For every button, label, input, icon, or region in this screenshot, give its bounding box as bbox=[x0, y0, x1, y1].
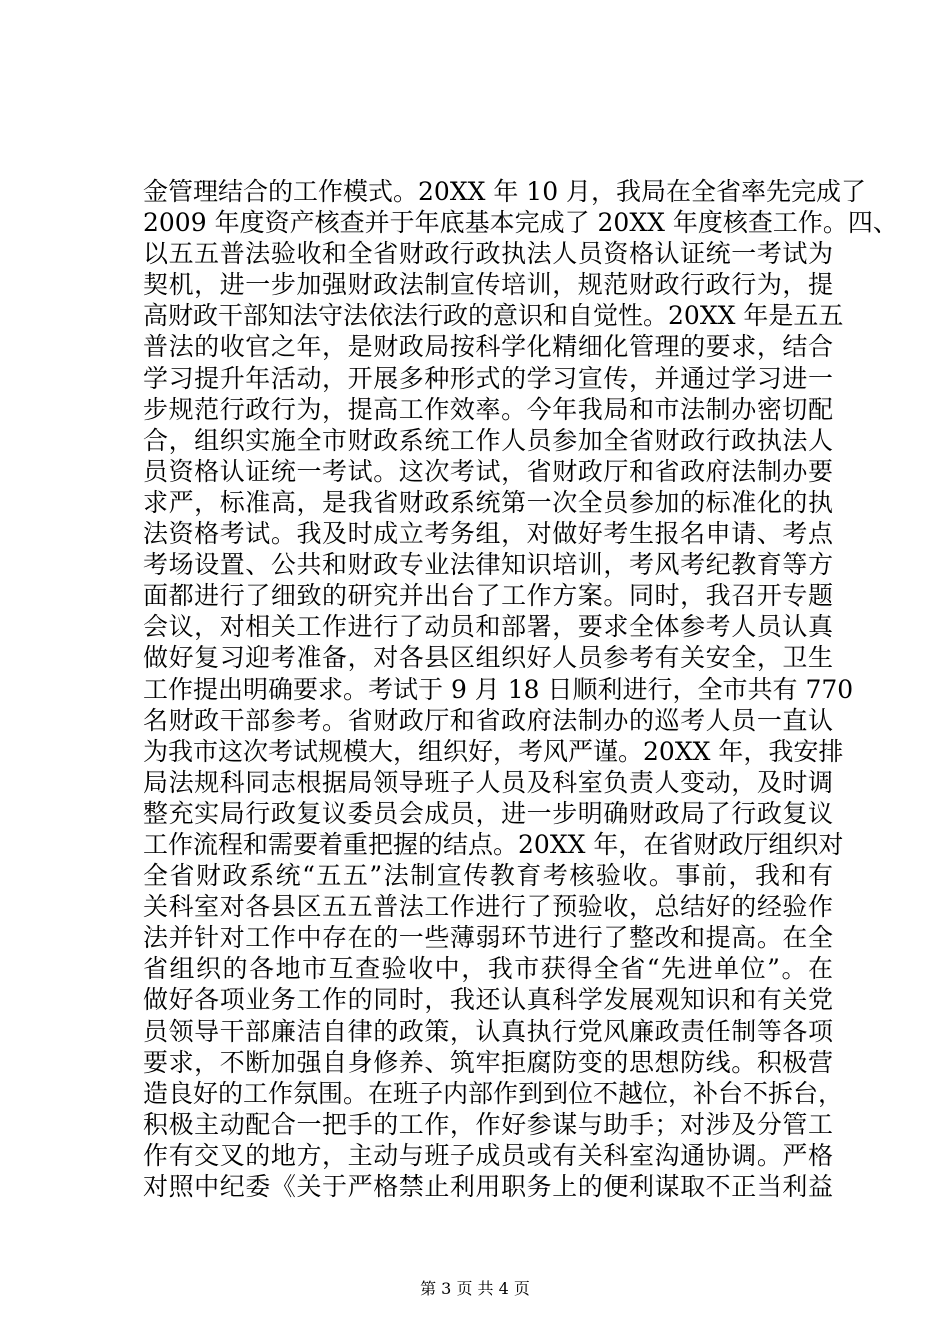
text-line: 造良好的工作氛围。在班子内部作到到位不越位，补台不拆台， bbox=[143, 1078, 844, 1108]
text-line: 积极主动配合一把手的工作，作好参谋与助手；对涉及分管工 bbox=[143, 1109, 833, 1139]
text-line: 工作提出明确要求。考试于 9 月 18 日顺利进行，全市共有 770 bbox=[143, 674, 854, 704]
text-line: 为我市这次考试规模大，组织好，考风严谨。20XX 年，我安排 bbox=[143, 736, 844, 766]
text-line: 做好复习迎考准备，对各县区组织好人员参考有关安全，卫生 bbox=[143, 643, 833, 673]
text-line: 做好各项业务工作的同时，我还认真科学发展观知识和有关党 bbox=[143, 985, 833, 1015]
text-line: 员领导干部廉洁自律的政策，认真执行党风廉政责任制等各项 bbox=[143, 1016, 833, 1046]
text-line: 金管理结合的工作模式。20XX 年 10 月，我局在全省率先完成了 bbox=[143, 177, 867, 206]
text-line: 契机，进一步加强财政法制宣传培训，规范财政行政行为，提 bbox=[143, 270, 833, 300]
text-line: 求严，标准高，是我省财政系统第一次全员参加的标准化的执 bbox=[143, 487, 833, 517]
text-line: 法并针对工作中存在的一些薄弱环节进行了整改和提高。在全 bbox=[143, 923, 833, 953]
text-line: 2009 年度资产核查并于年底基本完成了 20XX 年度核查工作。四、 bbox=[143, 208, 898, 238]
text-line: 全省财政系统“五五”法制宣传教育考核验收。事前，我和有 bbox=[143, 861, 833, 891]
text-line: 以五五普法验收和全省财政行政执法人员资格认证统一考试为 bbox=[143, 239, 833, 269]
text-line: 关科室对各县区五五普法工作进行了预验收，总结好的经验作 bbox=[143, 892, 833, 922]
text-line: 考场设置、公共和财政专业法律知识培训，考风考纪教育等方 bbox=[143, 550, 833, 580]
text-line: 对照中纪委《关于严格禁止利用职务上的便利谋取不正当利益 bbox=[143, 1172, 833, 1201]
text-line: 法资格考试。我及时成立考务组，对做好考生报名申请、考点 bbox=[143, 519, 833, 549]
text-line: 会议，对相关工作进行了动员和部署，要求全体参考人员认真 bbox=[143, 612, 833, 642]
text-line: 整充实局行政复议委员会成员，进一步明确财政局了行政复议 bbox=[143, 798, 833, 828]
text-line: 局法规科同志根据局领导班子人员及科室负责人变动，及时调 bbox=[143, 767, 833, 797]
text-line: 工作流程和需要着重把握的结点。20XX 年，在省财政厅组织对 bbox=[143, 829, 844, 859]
text-line: 步规范行政行为，提高工作效率。今年我局和市法制办密切配 bbox=[143, 394, 833, 424]
text-line: 面都进行了细致的研究并出台了工作方案。同时，我召开专题 bbox=[143, 581, 833, 611]
text-line: 合，组织实施全市财政系统工作人员参加全省财政行政执法人 bbox=[143, 425, 833, 455]
text-line: 要求，不断加强自身修养、筑牢拒腐防变的思想防线。积极营 bbox=[143, 1047, 833, 1077]
text-line: 员资格认证统一考试。这次考试，省财政厅和省政府法制办要 bbox=[143, 456, 833, 486]
body-text bbox=[143, 176, 898, 1202]
text-line: 名财政干部参考。省财政厅和省政府法制办的巡考人员一直认 bbox=[143, 705, 833, 735]
text-line: 学习提升年活动，开展多种形式的学习宣传，并通过学习进一 bbox=[143, 363, 833, 393]
text-line: 普法的收官之年，是财政局按科学化精细化管理的要求，结合 bbox=[143, 332, 833, 362]
text-line: 高财政干部知法守法依法行政的意识和自觉性。20XX 年是五五 bbox=[143, 301, 844, 331]
text-line: 省组织的各地市互查验收中，我市获得全省“先进单位”。在 bbox=[143, 954, 833, 984]
text-line: 作有交叉的地方，主动与班子成员或有关科室沟通协调。严格 bbox=[143, 1140, 833, 1170]
page-footer: 第 3 页 共 4 页 bbox=[420, 1279, 530, 1298]
